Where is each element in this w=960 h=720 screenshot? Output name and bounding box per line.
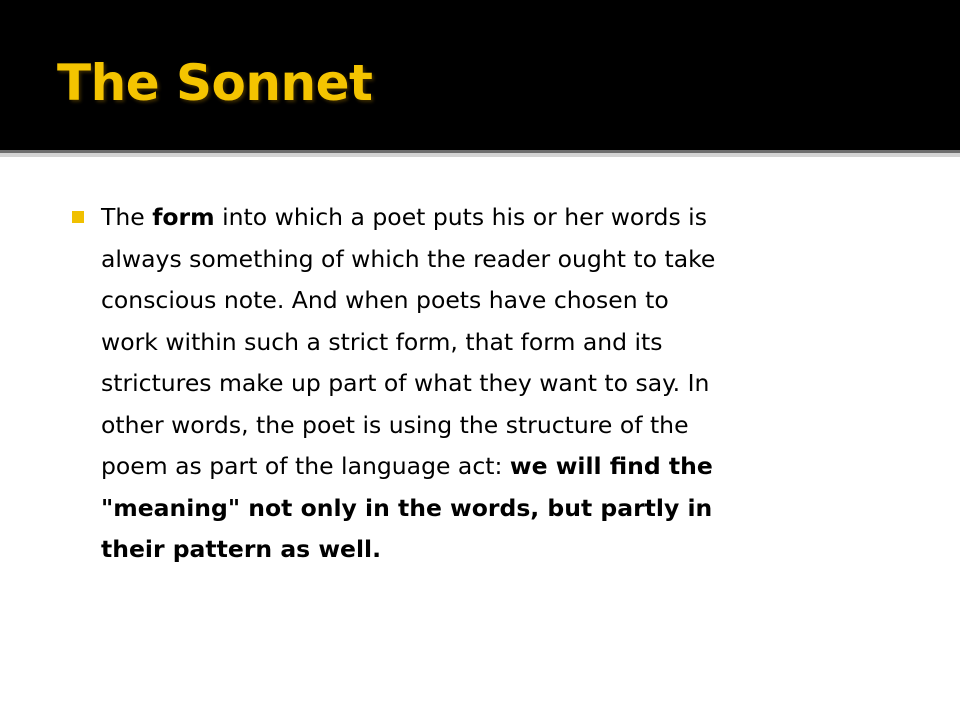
bullet-line-3: [101, 280, 910, 322]
text-run: conscious note. And when poets have chosen to: [101, 286, 669, 314]
text-run: into which a poet puts his or her words is: [214, 203, 707, 231]
text-run: The: [101, 203, 153, 231]
title-divider-light: [0, 153, 960, 157]
bullet-line-4: [101, 322, 910, 364]
bullet-line-5: [101, 363, 910, 405]
slide-title: The Sonnet: [57, 54, 373, 112]
bullet-item: [70, 197, 910, 571]
bullet-line-8: [101, 488, 910, 530]
title-band: [0, 0, 960, 150]
emphasis-run: form: [152, 203, 215, 231]
text-run: work within such a strict form, that form and its: [101, 327, 663, 356]
bullet-line-2: [101, 239, 910, 281]
bullet-list: [70, 197, 910, 571]
bullet-line-6: [101, 405, 910, 447]
text-run: strictures make up part of what they want to say. In: [101, 369, 710, 397]
emphasis-run: "meaning" not only in the words, but partly in: [101, 493, 713, 522]
bullet-line-9: [101, 529, 910, 571]
text-run: other words, the poet is using the structure of the: [101, 410, 689, 439]
bullet-line-1: [101, 197, 910, 239]
bullet-line-7: [101, 446, 910, 488]
text-run: poem as part of the language act:: [101, 452, 510, 480]
text-run: always something of which the reader ought to take: [101, 244, 716, 273]
emphasis-run: we will find the: [509, 452, 713, 480]
square-bullet-icon: [72, 211, 84, 223]
emphasis-run: their pattern as well.: [101, 535, 382, 563]
